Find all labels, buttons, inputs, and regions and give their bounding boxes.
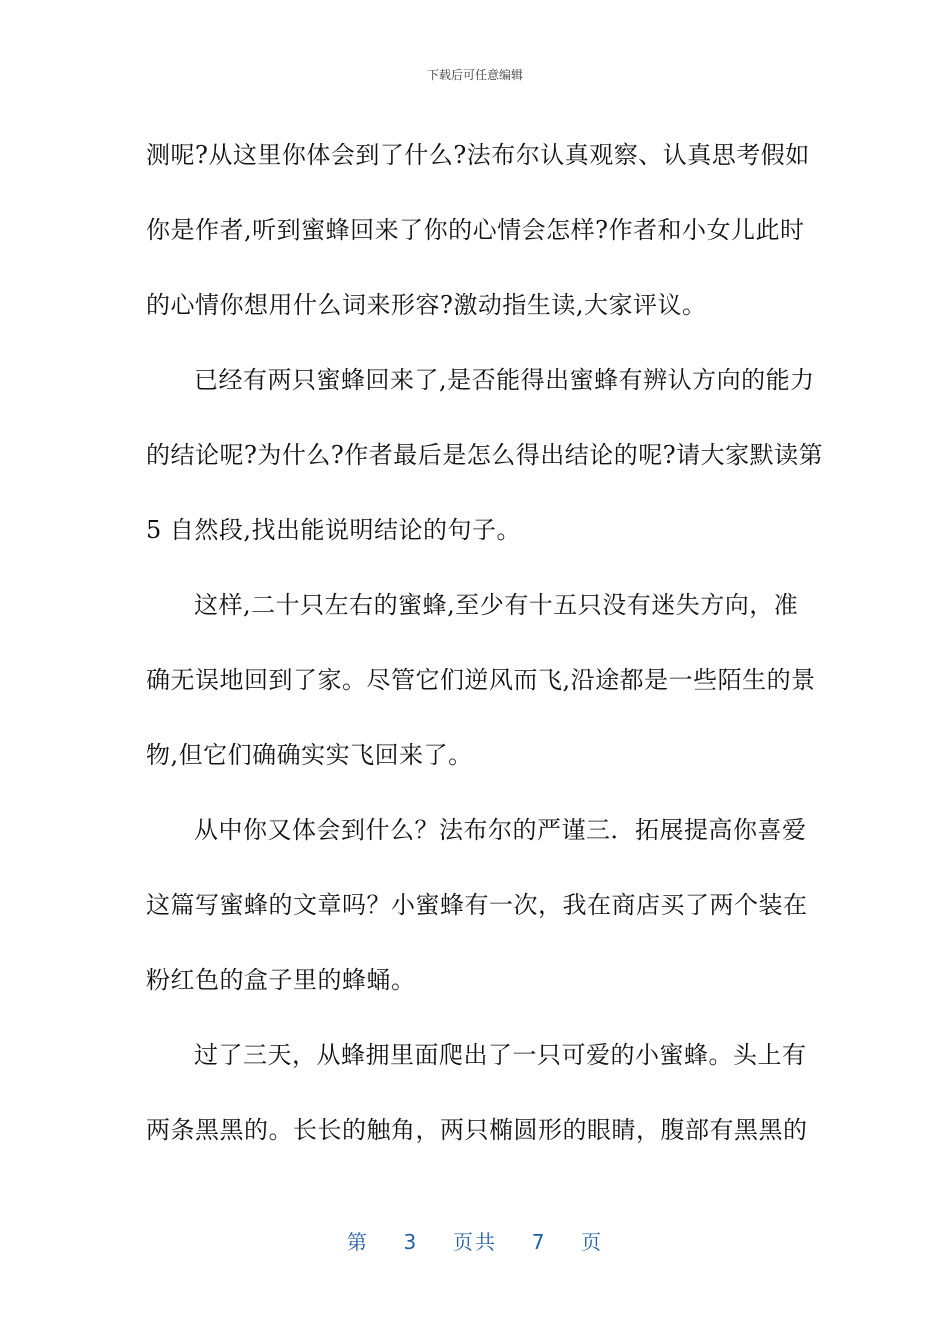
text-line: 你是作者,听到蜜蜂回来了你的心情会怎样?作者和小女儿此时 (146, 216, 805, 244)
text-line: 的结论呢?为什么?作者最后是怎么得出结论的呢?请大家默读第 (146, 441, 824, 469)
text-line (146, 793, 806, 868)
page-header: 下载后可任意编辑 (426, 68, 523, 82)
total-pages-number: 7 (531, 1230, 547, 1254)
text-line-content: 已经有两只蜜蜂回来了,是否能得出蜜蜂有辨认方向的能力 (194, 366, 815, 394)
footer-prefix: 第 (346, 1230, 369, 1254)
text-line: 粉红色的盒子里的蜂蛹。 (146, 966, 416, 994)
text-line: 测呢?从这里你体会到了什么?法布尔认真观察、认真思考假如 (146, 141, 810, 169)
text-line: 确无误地回到了家。尽管它们逆风而飞,沿途都是一些陌生的景 (146, 666, 816, 694)
text-line (146, 1018, 806, 1093)
text-line: 的心情你想用什么词来形容?激动指生读,大家评议。 (146, 291, 707, 319)
text-line: 两条黑黑的。长长的触角，两只椭圆形的眼睛，腹部有黑黑的 (146, 1116, 808, 1144)
text-line: 5 自然段,找出能说明结论的句子。 (146, 516, 522, 544)
text-line-content: 从中你又体会到什么？法布尔的严谨三．拓展提高你喜爱 (194, 816, 807, 844)
text-line (146, 343, 815, 418)
current-page-number: 3 (403, 1230, 419, 1254)
footer-suffix: 页 (581, 1230, 604, 1254)
text-line (146, 568, 806, 643)
text-line: 这篇写蜜蜂的文章吗？小蜜蜂有一次，我在商店买了两个装在 (146, 891, 808, 919)
text-line-content: 这样,二十只左右的蜜蜂,至少有十五只没有迷失方向，准 (194, 591, 799, 619)
footer-middle: 页共 (453, 1230, 497, 1254)
page-footer (0, 1226, 950, 1255)
text-line: 物,但它们确确实实飞回来了。 (146, 741, 473, 769)
document-body (146, 118, 824, 1168)
text-line-content: 过了三天，从蜂拥里面爬出了一只可爱的小蜜蜂。头上有 (194, 1041, 807, 1069)
